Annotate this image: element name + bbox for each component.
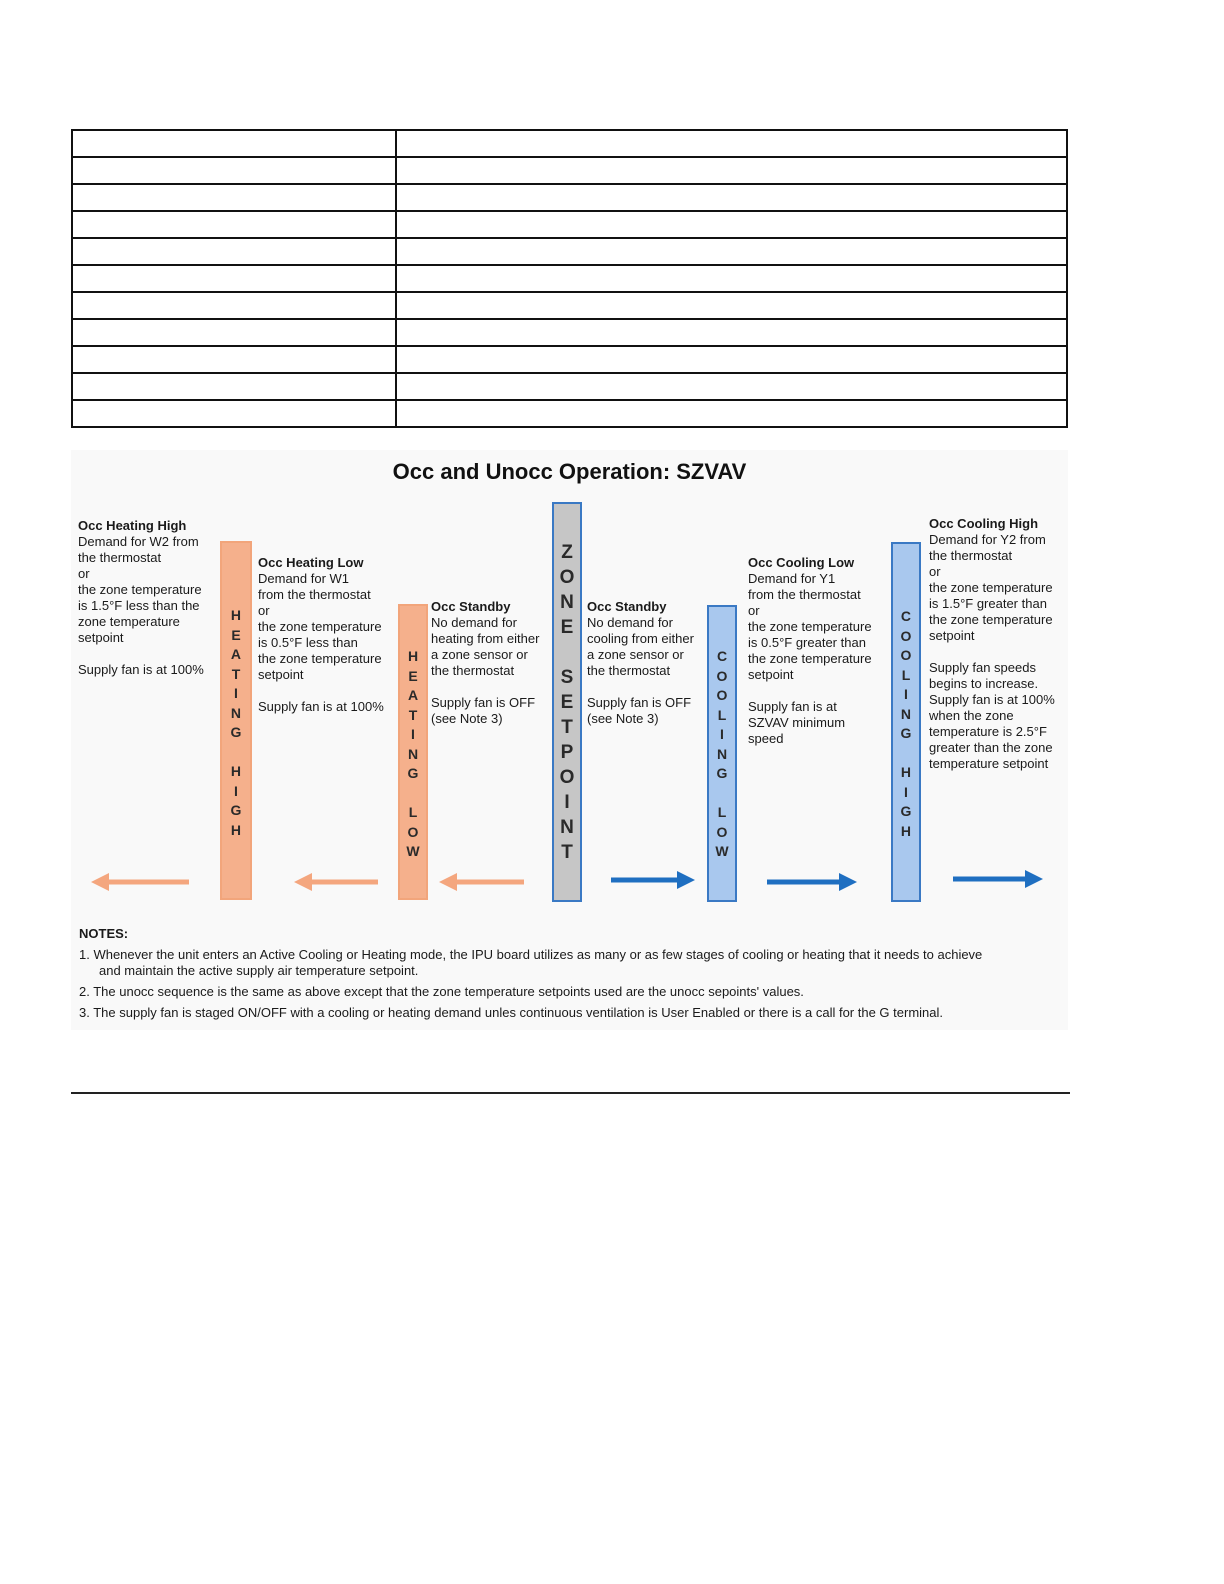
bar-letter: G xyxy=(716,765,728,781)
bar-letter: G xyxy=(407,765,419,781)
block-line: the zone temperature xyxy=(929,580,1053,595)
block-line: No demand for xyxy=(431,615,517,630)
bar-letter: T xyxy=(561,842,573,863)
table-cell xyxy=(72,319,396,346)
bar-letter: N xyxy=(716,745,728,762)
block-line: or xyxy=(929,564,941,579)
block-line: the thermostat xyxy=(929,548,1013,563)
bar-letter: O xyxy=(559,567,575,588)
bar-letter xyxy=(720,784,724,804)
bar-letter: C xyxy=(900,608,912,624)
occ-cooling-low-block xyxy=(748,555,872,747)
block-line: is 1.5°F less than the xyxy=(78,598,200,613)
block-line: zone temperature xyxy=(78,614,180,629)
table-row xyxy=(72,184,1067,211)
left-arrow-icon xyxy=(439,872,525,892)
bar-letter: O xyxy=(716,667,728,684)
diagram-title: Occ and Unocc Operation: SZVAV xyxy=(392,459,747,484)
bar-letter: O xyxy=(900,627,912,644)
table-cell xyxy=(396,319,1067,346)
table-row xyxy=(72,211,1067,238)
occ-heating-low-block xyxy=(258,555,384,715)
block-line: heating from either xyxy=(431,631,540,646)
note-3: 3. The supply fan is staged ON/OFF with a cooling or heating demand unles continuous ventilation is User Enabled or there is a call for the G terminal. xyxy=(79,1005,943,1020)
table-row xyxy=(72,265,1067,292)
bar-letter: I xyxy=(411,726,415,742)
bar-letter: O xyxy=(716,687,728,703)
block-line: the zone temperature xyxy=(929,612,1053,627)
left-arrow-icon xyxy=(91,872,191,892)
table-cell xyxy=(396,400,1067,427)
block-line: the zone temperature xyxy=(258,619,382,634)
bar-letter: O xyxy=(559,767,575,788)
bar-letter: H xyxy=(230,763,242,779)
bar-letter: W xyxy=(406,843,420,859)
note-1 xyxy=(79,947,1059,979)
bar-letter: N xyxy=(560,817,574,838)
table-cell xyxy=(72,184,396,211)
block-line: or xyxy=(748,603,760,618)
block-line: or xyxy=(78,566,90,581)
block-fan-line: Supply fan is at 100% xyxy=(258,699,384,714)
right-arrow-icon xyxy=(953,869,1043,889)
table-cell xyxy=(396,373,1067,400)
bar-letter: I xyxy=(234,685,238,701)
bar-letter: O xyxy=(900,647,912,663)
empty-grid-table xyxy=(71,129,1068,428)
bar-letter: N xyxy=(560,592,574,613)
heating-high-bar-label xyxy=(231,606,242,840)
heating-low-bar-label xyxy=(406,647,419,862)
block-line: is 0.5°F less than xyxy=(258,635,358,650)
block-line: setpoint xyxy=(748,667,794,682)
cooling-low-bar-label xyxy=(715,647,728,862)
table-row xyxy=(72,346,1067,373)
block-fan-line: temperature is 2.5°F xyxy=(929,724,1047,739)
bar-letter: G xyxy=(900,803,912,819)
bar-letter: H xyxy=(230,607,242,623)
note-1-line-1: 1. Whenever the unit enters an Active Cooling or Heating mode, the IPU board utilizes as many or as few stages of cooling or heating that it needs to achieve xyxy=(79,947,983,962)
table-cell xyxy=(396,292,1067,319)
bar-letter: I xyxy=(564,792,570,813)
cooling-low-bar xyxy=(707,605,737,902)
table-cell xyxy=(396,184,1067,211)
table-cell xyxy=(72,373,396,400)
bar-letter: H xyxy=(230,821,242,838)
page-divider xyxy=(71,1092,1070,1094)
bar-letter: T xyxy=(231,665,241,682)
occ-cooling-low-title: Occ Cooling Low xyxy=(748,555,855,570)
occ-cooling-high-block xyxy=(929,516,1055,772)
bar-letter: N xyxy=(407,745,419,762)
table-cell xyxy=(72,292,396,319)
occ-cooling-high-title: Occ Cooling High xyxy=(929,516,1039,531)
table-row xyxy=(72,130,1067,157)
bar-letter: I xyxy=(234,782,238,799)
block-line: from the thermostat xyxy=(258,587,371,602)
bar-letter: L xyxy=(717,706,727,723)
table-row xyxy=(72,157,1067,184)
zone-setpoint-bar xyxy=(552,502,582,902)
bar-letter: E xyxy=(560,617,574,638)
block-line: the zone temperature xyxy=(748,651,872,666)
notes-heading: NOTES: xyxy=(79,926,129,941)
block-fan-line: (see Note 3) xyxy=(431,711,503,726)
table-row xyxy=(72,319,1067,346)
right-arrow-icon xyxy=(611,870,695,890)
bar-letter: T xyxy=(561,717,573,738)
bar-letter: C xyxy=(716,648,728,664)
bar-letter: S xyxy=(560,667,574,688)
bar-letter: T xyxy=(408,706,418,723)
bar-letter: G xyxy=(230,802,242,818)
block-line: is 1.5°F greater than xyxy=(929,596,1047,611)
bar-letter: L xyxy=(408,804,418,820)
bar-letter: L xyxy=(717,804,727,820)
table-cell xyxy=(396,346,1067,373)
table-cell xyxy=(396,211,1067,238)
block-fan-line: Supply fan is at 100% xyxy=(929,692,1055,707)
bar-letter: N xyxy=(230,704,242,721)
bar-letter: H xyxy=(900,822,912,839)
table-cell xyxy=(72,130,396,157)
block-line: from the thermostat xyxy=(748,587,861,602)
heating-high-bar xyxy=(220,541,252,900)
block-line: the thermostat xyxy=(78,550,162,565)
bar-letter: A xyxy=(407,687,419,703)
bar-letter: L xyxy=(901,666,911,683)
bar-letter: H xyxy=(900,764,912,780)
table-cell xyxy=(396,238,1067,265)
block-fan-line: (see Note 3) xyxy=(587,711,659,726)
block-fan-line: Supply fan is at xyxy=(748,699,837,714)
bar-letter: E xyxy=(560,692,574,713)
szvav-operation-diagram xyxy=(71,450,1068,1030)
note-2: 2. The unocc sequence is the same as above except that the zone temperature setpoints used are the unocc sepoints' values. xyxy=(79,984,804,999)
block-line: the zone temperature xyxy=(748,619,872,634)
block-line: Demand for W2 from xyxy=(78,534,199,549)
block-line: or xyxy=(258,603,270,618)
table-cell xyxy=(72,211,396,238)
table-cell xyxy=(396,130,1067,157)
bar-letter: G xyxy=(230,724,242,740)
block-line: the thermostat xyxy=(587,663,671,678)
occ-heating-high-title: Occ Heating High xyxy=(78,518,187,533)
bar-letter: Z xyxy=(561,542,573,563)
table-cell xyxy=(72,400,396,427)
bar-letter xyxy=(234,743,238,763)
table-row xyxy=(72,238,1067,265)
bar-letter: O xyxy=(407,823,419,840)
bar-letter: G xyxy=(900,725,912,741)
occ-standby-heating-block xyxy=(431,599,539,727)
block-line: the thermostat xyxy=(431,663,515,678)
bar-letter: I xyxy=(904,783,908,800)
block-line: setpoint xyxy=(78,630,124,645)
block-fan-line: when the zone xyxy=(929,708,1014,723)
block-line: the zone temperature xyxy=(78,582,202,597)
occ-standby-heating-title: Occ Standby xyxy=(431,599,511,614)
block-fan-line: SZVAV minimum xyxy=(748,715,846,730)
block-fan-line: begins to increase. xyxy=(929,676,1039,691)
occ-heating-high-block xyxy=(78,518,204,678)
table-row xyxy=(72,400,1067,427)
bar-letter: E xyxy=(231,626,241,643)
table-cell xyxy=(396,265,1067,292)
table-cell xyxy=(72,346,396,373)
heating-low-bar xyxy=(398,604,428,900)
block-fan-line: Supply fan is at 100% xyxy=(78,662,204,677)
bar-letter xyxy=(904,744,908,764)
left-arrow-icon xyxy=(294,872,379,892)
bar-letter xyxy=(564,640,569,665)
block-line: a zone sensor or xyxy=(587,647,684,662)
block-line: Demand for Y2 from xyxy=(929,532,1046,547)
cooling-high-bar xyxy=(891,542,921,902)
bar-letter: I xyxy=(904,686,908,702)
table-cell xyxy=(72,238,396,265)
bar-letter: H xyxy=(407,648,419,664)
right-arrow-icon xyxy=(767,872,857,892)
bar-letter: N xyxy=(900,705,912,722)
block-fan-line: temperature setpoint xyxy=(929,756,1049,771)
table-cell xyxy=(396,157,1067,184)
block-line: Demand for Y1 xyxy=(748,571,836,586)
block-line: setpoint xyxy=(929,628,975,643)
block-fan-line: Supply fan is OFF xyxy=(431,695,536,710)
occ-standby-cooling-block xyxy=(587,599,694,727)
block-fan-line: Supply fan speeds xyxy=(929,660,1036,675)
note-1-line-2: and maintain the active supply air temperature setpoint. xyxy=(99,963,419,978)
block-line: Demand for W1 xyxy=(258,571,350,586)
block-fan-line: greater than the zone xyxy=(929,740,1053,755)
block-line: No demand for xyxy=(587,615,673,630)
zone-setpoint-bar-label xyxy=(560,540,575,865)
table-cell xyxy=(72,265,396,292)
block-line: setpoint xyxy=(258,667,304,682)
bar-letter: A xyxy=(230,646,242,662)
bar-letter: P xyxy=(560,742,574,763)
occ-standby-cooling-title: Occ Standby xyxy=(587,599,667,614)
bar-letter: I xyxy=(720,726,724,742)
block-line: cooling from either xyxy=(587,631,694,646)
block-fan-line: speed xyxy=(748,731,784,746)
block-line: the zone temperature xyxy=(258,651,382,666)
table-cell xyxy=(72,157,396,184)
table-row xyxy=(72,292,1067,319)
bar-letter: O xyxy=(716,823,728,840)
block-fan-line: Supply fan is OFF xyxy=(587,695,692,710)
occ-heating-low-title: Occ Heating Low xyxy=(258,555,364,570)
bar-letter: E xyxy=(408,667,418,684)
bar-letter xyxy=(411,784,415,804)
notes-section xyxy=(79,926,1059,1026)
cooling-high-bar-label xyxy=(901,607,912,841)
bar-letter: W xyxy=(715,843,729,859)
block-line: is 0.5°F greater than xyxy=(748,635,866,650)
block-line: a zone sensor or xyxy=(431,647,528,662)
table-row xyxy=(72,373,1067,400)
